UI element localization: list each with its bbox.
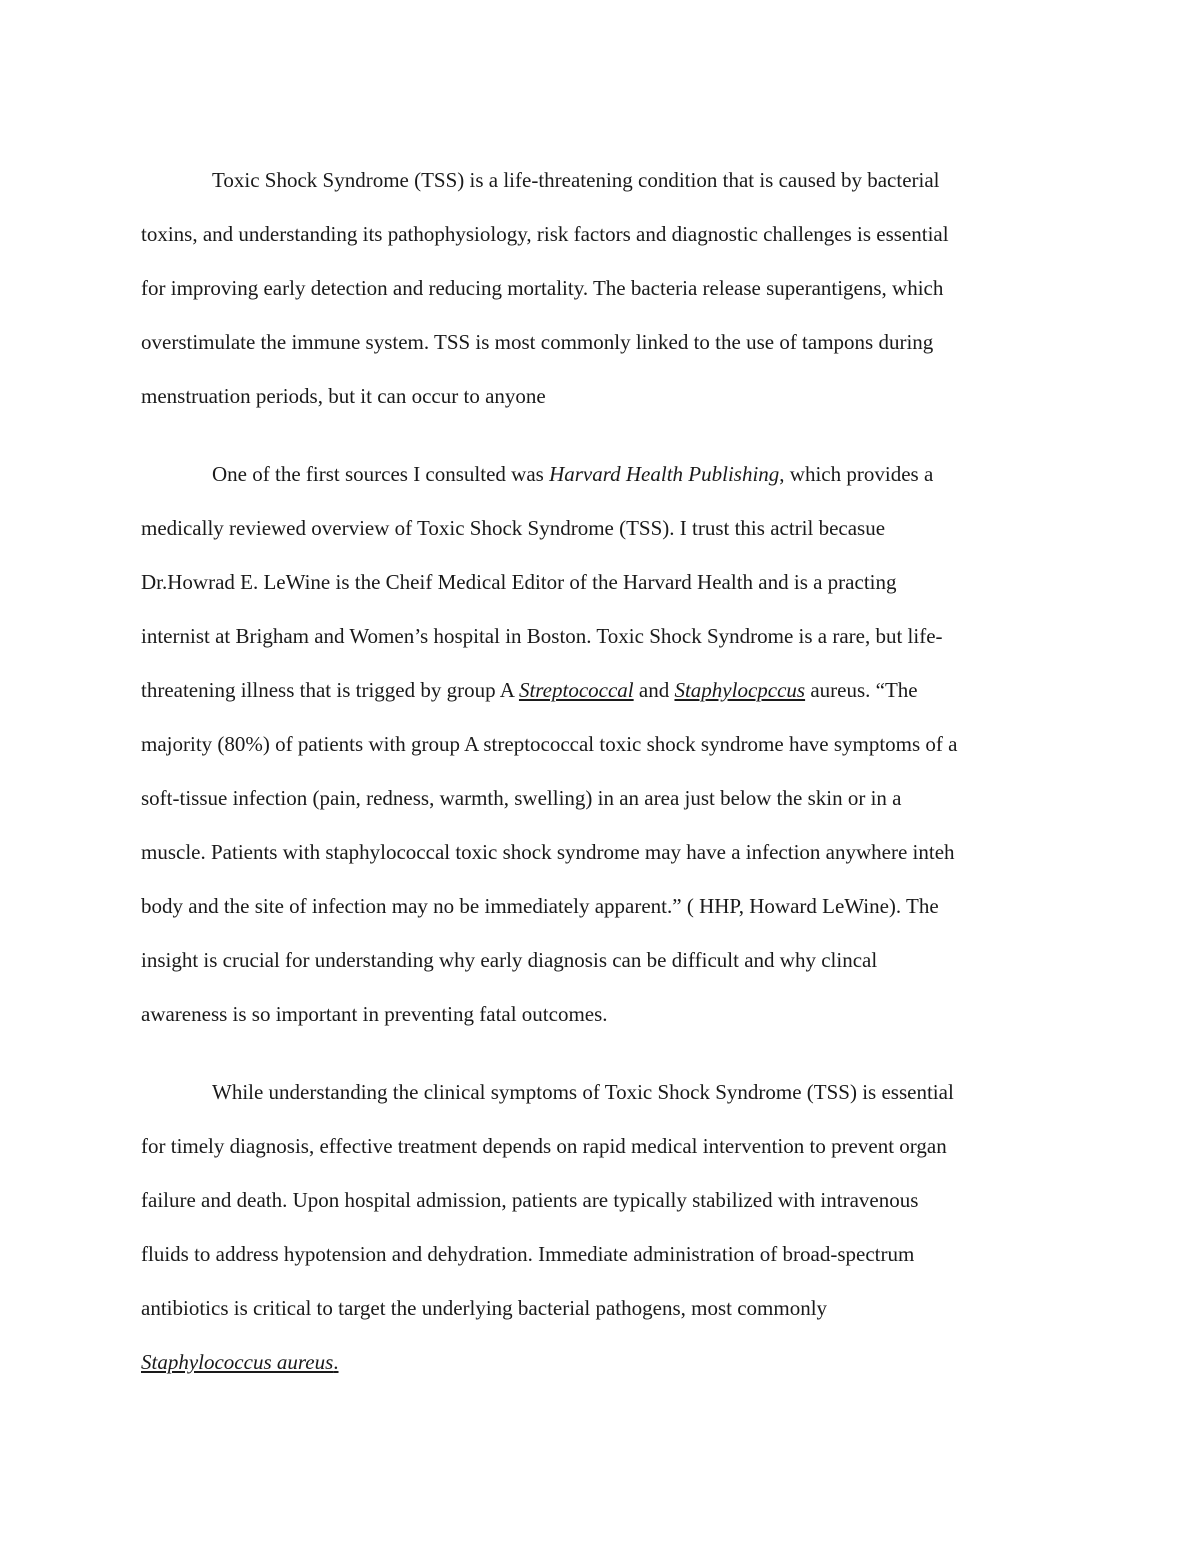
- text-line: overstimulate the immune system. TSS is most commonly linked to the use of tampons during: [141, 330, 934, 354]
- text-line: for improving early detection and reducing mortality. The bacteria release superantigens, which: [141, 276, 944, 300]
- text-run: .: [333, 1350, 339, 1374]
- text-line: majority (80%) of patients with group A streptococcal toxic shock syndrome have symptoms of a: [141, 732, 958, 756]
- text-line: toxins, and understanding its pathophysiology, risk factors and diagnostic challenges is essential: [141, 222, 949, 246]
- text-line: [141, 1335, 1071, 1389]
- text-line: [141, 663, 1071, 717]
- text-run: threatening illness that is trigged by group A: [141, 678, 519, 702]
- source-title: Harvard Health Publishing: [549, 462, 780, 486]
- text-line: Dr.Howrad E. LeWine is the Cheif Medical Editor of the Harvard Health and is a practing: [141, 570, 897, 594]
- text-run: and: [633, 678, 675, 702]
- text-line: fluids to address hypotension and dehydration. Immediate administration of broad-spectrum: [141, 1242, 915, 1266]
- text-run: aureus. “The: [805, 678, 918, 702]
- text-line: muscle. Patients with staphylococcal toxic shock syndrome may have a infection anywhere inteh: [141, 840, 955, 864]
- text-run: One of the first sources I consulted was: [212, 462, 550, 486]
- text-line: While understanding the clinical symptoms of Toxic Shock Syndrome (TSS) is essential: [212, 1080, 954, 1104]
- paragraph-treatment: [141, 1065, 1071, 1389]
- text-line: internist at Brigham and Women’s hospital in Boston. Toxic Shock Syndrome is a rare, but life-: [141, 624, 943, 648]
- species-term: Streptococcal: [518, 678, 634, 702]
- text-line: failure and death. Upon hospital admission, patients are typically stabilized with intravenous: [141, 1188, 919, 1212]
- text-line: [141, 447, 1071, 501]
- text-line: for timely diagnosis, effective treatment depends on rapid medical intervention to prevent organ: [141, 1134, 947, 1158]
- text-line: Toxic Shock Syndrome (TSS) is a life-threatening condition that is caused by bacterial: [212, 168, 940, 192]
- species-term: Staphylocpccus: [674, 678, 806, 702]
- paragraph-intro: [141, 153, 1071, 423]
- paragraph-source: [141, 447, 1071, 1041]
- text-line: menstruation periods, but it can occur to anyone: [141, 384, 546, 408]
- species-term: Staphylococcus aureus: [141, 1350, 334, 1374]
- text-line: awareness is so important in preventing fatal outcomes.: [141, 1002, 608, 1026]
- text-line: body and the site of infection may no be immediately apparent.” ( HHP, Howard LeWine). The: [141, 894, 939, 918]
- text-line: insight is crucial for understanding why early diagnosis can be difficult and why clincal: [141, 948, 878, 972]
- text-line: antibiotics is critical to target the underlying bacterial pathogens, most commonly: [141, 1296, 828, 1320]
- text-run: , which provides a: [779, 462, 934, 486]
- text-line: soft-tissue infection (pain, redness, warmth, swelling) in an area just below the skin or in a: [141, 786, 902, 810]
- text-line: medically reviewed overview of Toxic Shock Syndrome (TSS). I trust this actril becasue: [141, 516, 886, 540]
